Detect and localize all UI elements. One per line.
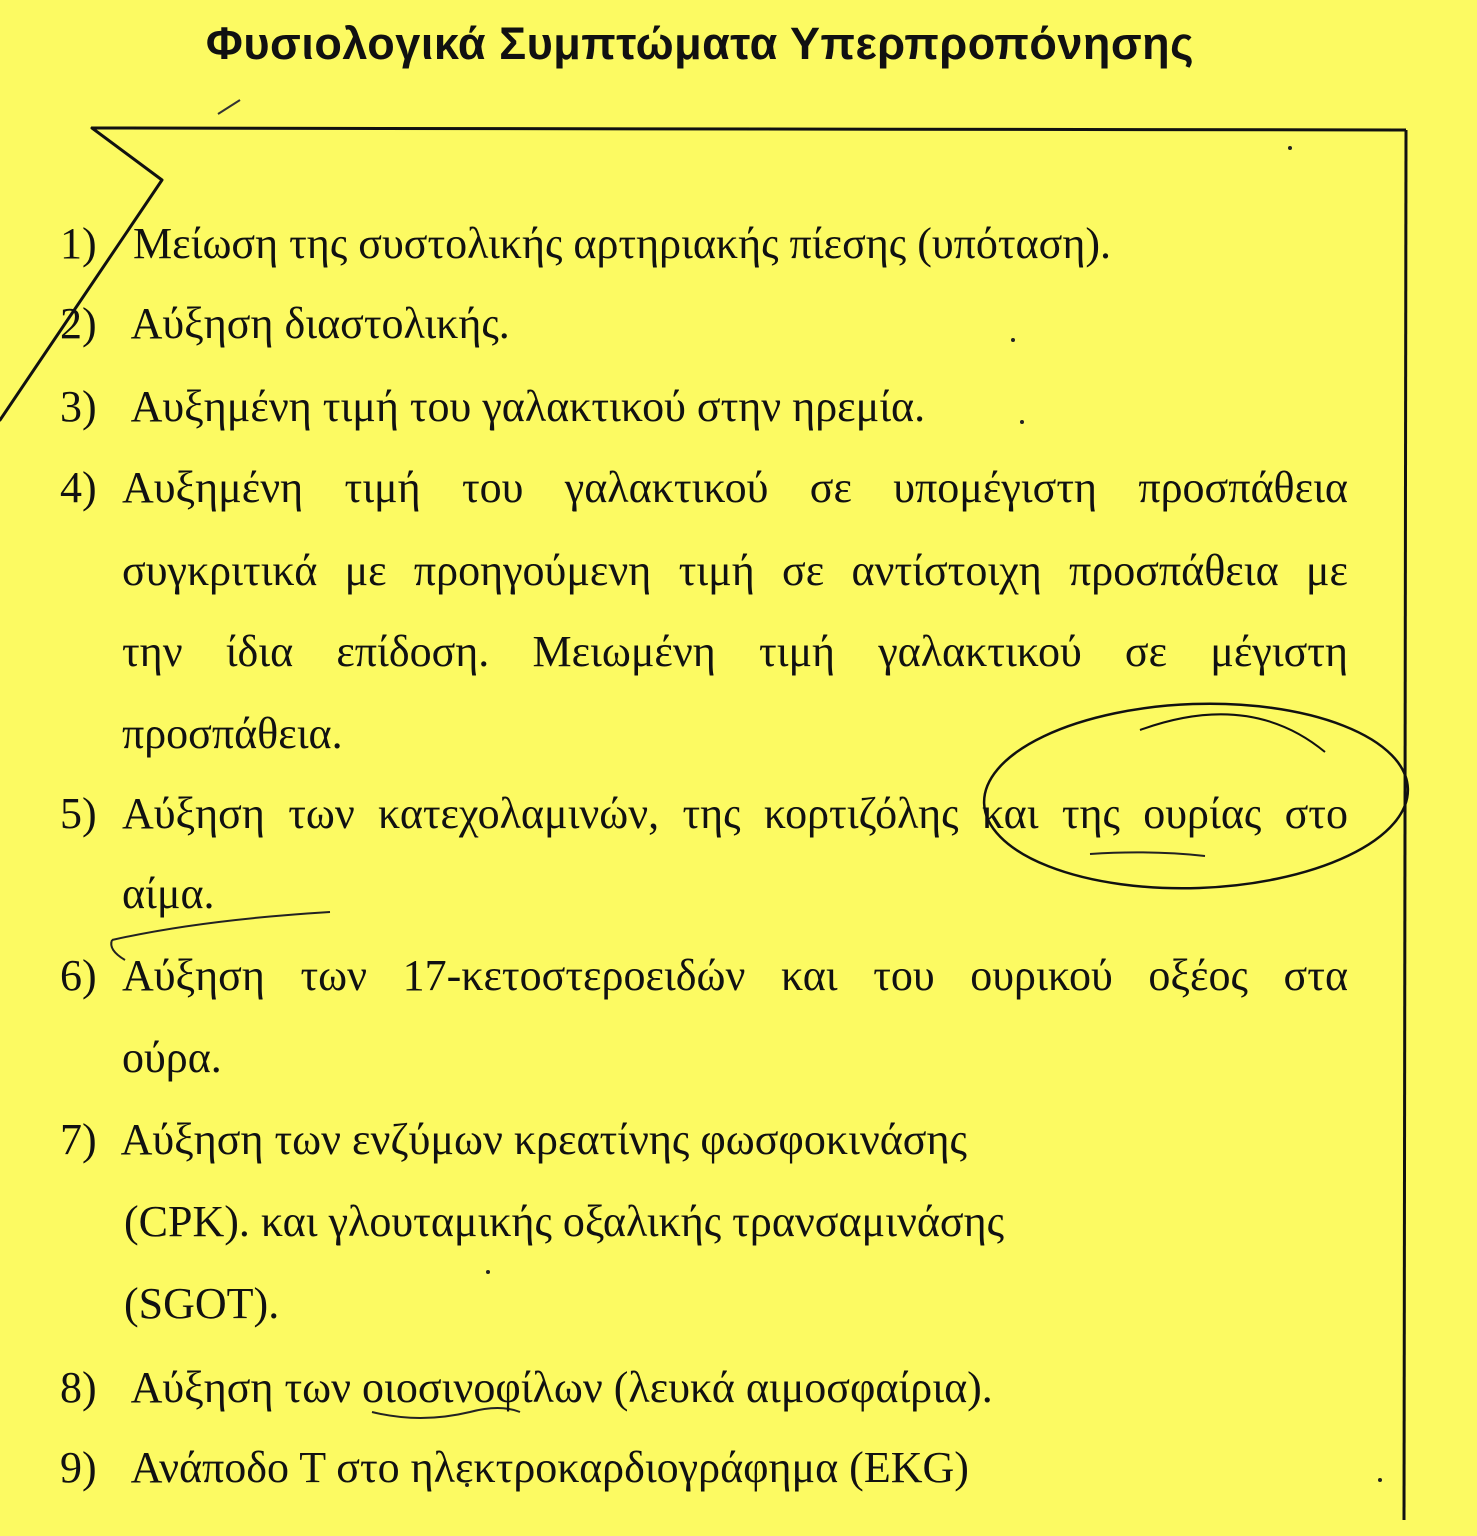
item-text: Αύξηση των ενζύμων κρεατίνης φωσφοκινάσης bbox=[120, 1115, 967, 1164]
item-text: Ανάποδο Τ στο ηλεκτροκαρδιογράφημα (EKG) bbox=[130, 1443, 969, 1492]
list-item-4 bbox=[60, 458, 122, 518]
item-number: 9) bbox=[60, 1443, 97, 1492]
item-number: 2) bbox=[60, 299, 97, 348]
item-number: 7) bbox=[60, 1115, 97, 1164]
list-item-9 bbox=[60, 1438, 969, 1498]
item-text-line: Αυξημένη τιμή του γαλακτικού σε υπομέγιστη προσπάθεια bbox=[122, 463, 1348, 512]
item-text-line: ούρα. bbox=[122, 1033, 222, 1082]
item-text-line: (CPK). και γλουταμικής οξαλικής τρανσαμινάσης bbox=[124, 1197, 1005, 1246]
item-text: Αύξηση διαστολικής. bbox=[130, 299, 510, 348]
item-text: Αύξηση των οιοσινοφίλων (λευκά αιμοσφαίρια). bbox=[130, 1363, 993, 1412]
item-text-line: αίμα. bbox=[122, 869, 215, 918]
list-item-6 bbox=[60, 946, 122, 1006]
page-title: Φυσιολογικά Συμπτώματα Υπερπροπόνησης bbox=[205, 18, 1195, 69]
list-item-8 bbox=[60, 1358, 993, 1418]
item-text: Αυξημένη τιμή του γαλακτικού στην ηρεμία. bbox=[130, 382, 926, 431]
item-number: 3) bbox=[60, 382, 97, 431]
item-number: 8) bbox=[60, 1363, 97, 1412]
item-number: 1) bbox=[60, 219, 97, 268]
item-text-line: συγκριτικά με προηγούμενη τιμή σε αντίστοιχη προσπάθεια με bbox=[122, 546, 1348, 595]
item-number: 4) bbox=[60, 463, 97, 512]
item-text-line: Αύξηση των 17-κετοστεροειδών και του ουρικού οξέος στα bbox=[122, 951, 1348, 1000]
item-text-line: (SGOT). bbox=[124, 1279, 280, 1328]
list-item-5 bbox=[60, 784, 122, 844]
item-text: Μείωση της συστολικής αρτηριακής πίεσης (υπόταση). bbox=[133, 219, 1111, 268]
list-item-1 bbox=[60, 214, 1111, 274]
list-item-7 bbox=[60, 1110, 967, 1170]
list-item-2 bbox=[60, 294, 510, 354]
list-item-3 bbox=[60, 377, 925, 437]
item-number: 6) bbox=[60, 951, 97, 1000]
item-text-line: Αύξηση των κατεχολαμινών, της κορτιζόλης και της ουρίας στο bbox=[122, 789, 1348, 838]
item-text-line: προσπάθεια. bbox=[122, 709, 343, 758]
item-number: 5) bbox=[60, 789, 97, 838]
item-text-line: την ίδια επίδοση. Μειωμένη τιμή γαλακτικού σε μέγιστη bbox=[122, 627, 1348, 676]
